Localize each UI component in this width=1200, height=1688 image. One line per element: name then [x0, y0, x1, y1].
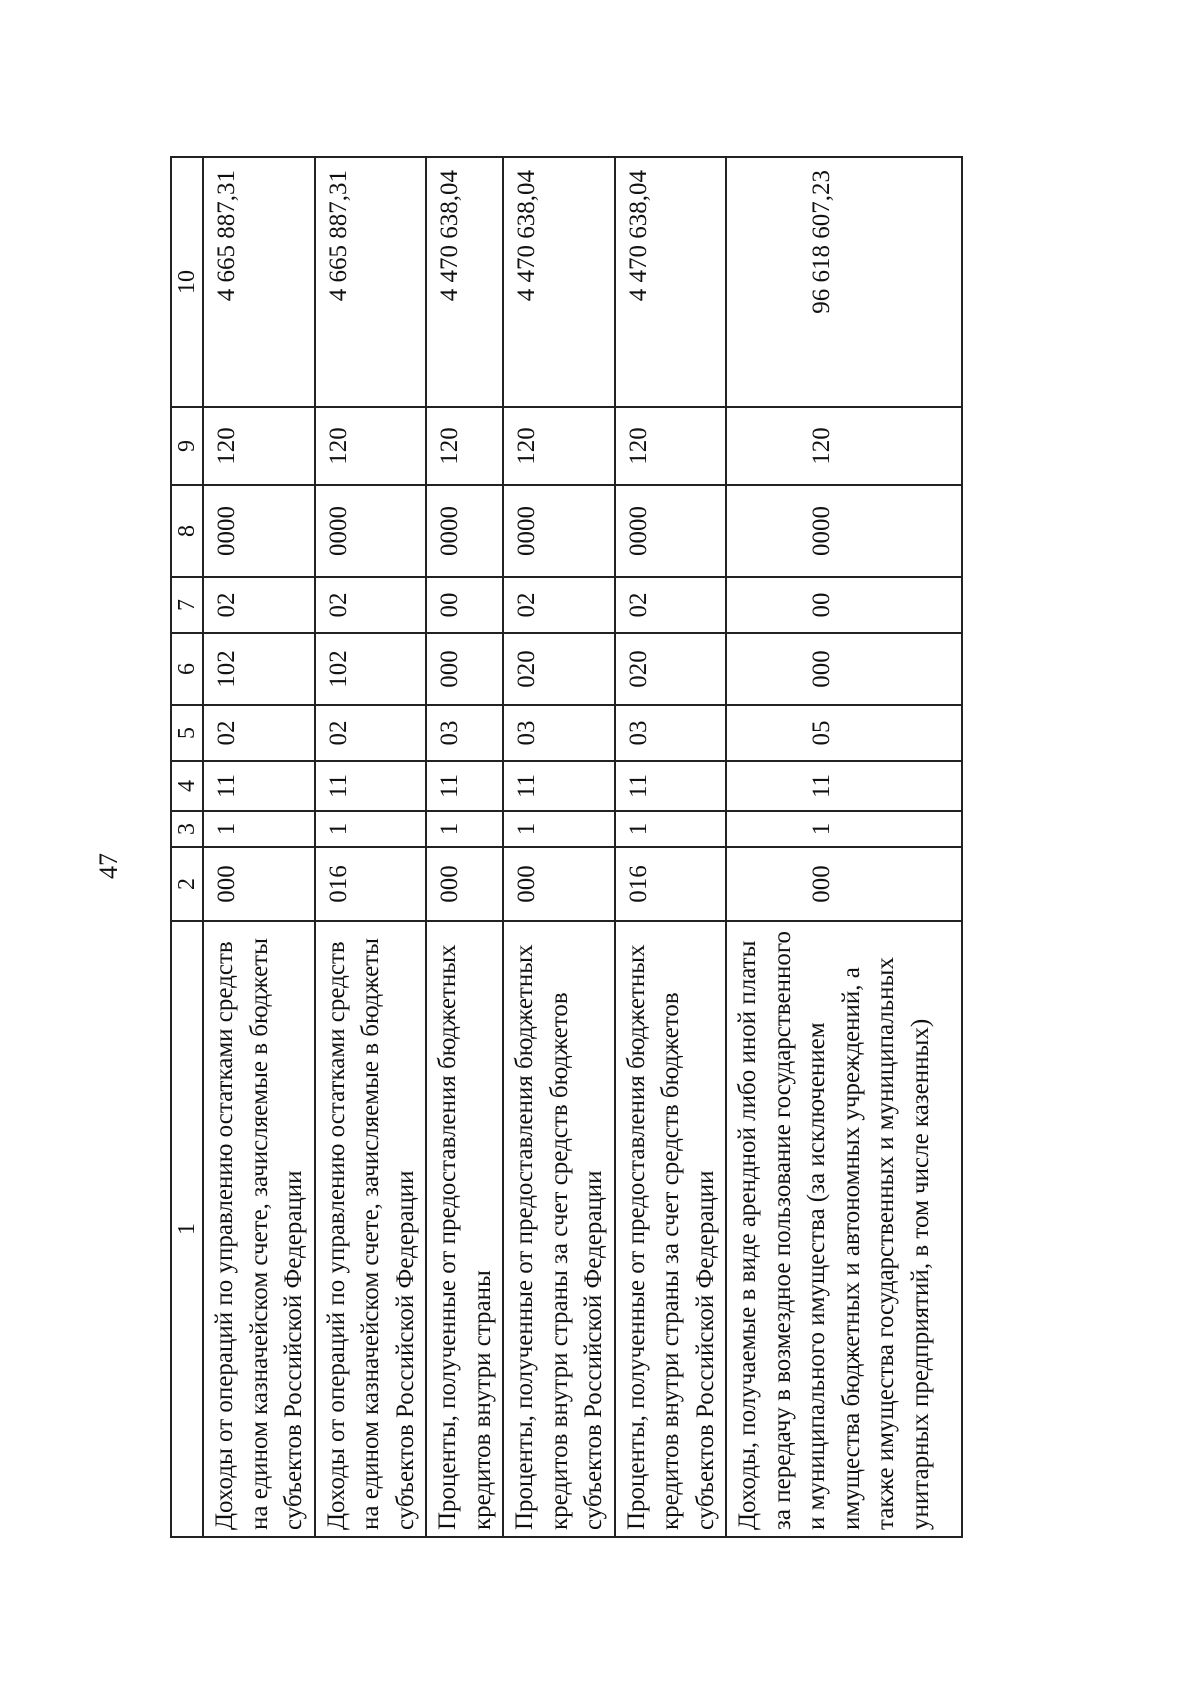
header-col-4: 4 [171, 761, 203, 811]
row-code-col-6: 102 [315, 633, 427, 705]
header-col-6: 6 [171, 633, 203, 705]
row-code-col-3: 1 [426, 811, 503, 847]
row-code-col-5: 03 [615, 705, 727, 761]
row-code-col-5: 03 [503, 705, 615, 761]
row-code-col-3: 1 [203, 811, 315, 847]
row-code-col-3: 1 [315, 811, 427, 847]
row-description: Доходы от операций по управлению остатками средств на едином казначейском счете, зачисляемые в бюджеты субъектов Российской Федерации [315, 921, 427, 1537]
row-code-col-2: 000 [426, 847, 503, 921]
row-code-col-7: 00 [426, 577, 503, 633]
row-code-col-7: 00 [726, 577, 962, 633]
row-description: Проценты, полученные от предоставления бюджетных кредитов внутри страны [426, 921, 503, 1537]
table-row [203, 157, 315, 1537]
row-amount: 96 618 607,23 [726, 157, 962, 407]
row-amount: 4 665 887,31 [315, 157, 427, 407]
row-code-col-6: 102 [203, 633, 315, 705]
row-code-col-8: 0000 [203, 485, 315, 577]
header-col-2: 2 [171, 847, 203, 921]
row-code-col-8: 0000 [615, 485, 727, 577]
row-code-col-7: 02 [615, 577, 727, 633]
revenue-table-container [170, 158, 942, 1538]
row-code-col-3: 1 [726, 811, 962, 847]
row-description: Проценты, полученные от предоставления бюджетных кредитов внутри страны за счет средств бюджетов субъектов Российской Федерации [503, 921, 615, 1537]
header-row [171, 157, 203, 1537]
row-code-col-9: 120 [315, 407, 427, 485]
header-col-1: 1 [171, 921, 203, 1537]
table-row [315, 157, 427, 1537]
row-code-col-4: 11 [315, 761, 427, 811]
row-description: Доходы, получаемые в виде арендной либо иной платы за передачу в возмездное пользование государственного и муниципального имущества (за исключением имущества бюджетных и автономных учреждений, а также имущества государственных и муниципальных унитарных предприятий, в том числе казенных) [726, 921, 962, 1537]
row-code-col-2: 000 [726, 847, 962, 921]
table-row [615, 157, 727, 1537]
row-code-col-8: 0000 [726, 485, 962, 577]
row-description: Проценты, полученные от предоставления бюджетных кредитов внутри страны за счет средств бюджетов субъектов Российской Федерации [615, 921, 727, 1537]
row-code-col-9: 120 [426, 407, 503, 485]
row-code-col-7: 02 [203, 577, 315, 633]
header-col-5: 5 [171, 705, 203, 761]
page-number: 47 [94, 853, 123, 879]
row-code-col-5: 02 [203, 705, 315, 761]
row-code-col-4: 11 [426, 761, 503, 811]
row-code-col-8: 0000 [503, 485, 615, 577]
row-code-col-9: 120 [203, 407, 315, 485]
row-code-col-6: 020 [503, 633, 615, 705]
row-code-col-9: 120 [615, 407, 727, 485]
row-code-col-7: 02 [503, 577, 615, 633]
row-code-col-3: 1 [503, 811, 615, 847]
header-col-7: 7 [171, 577, 203, 633]
row-code-col-3: 1 [615, 811, 727, 847]
row-code-col-9: 120 [503, 407, 615, 485]
row-code-col-2: 016 [615, 847, 727, 921]
row-code-col-6: 000 [426, 633, 503, 705]
header-col-8: 8 [171, 485, 203, 577]
row-amount: 4 470 638,04 [615, 157, 727, 407]
row-code-col-4: 11 [615, 761, 727, 811]
row-code-col-4: 11 [503, 761, 615, 811]
row-code-col-4: 11 [726, 761, 962, 811]
revenue-table [170, 156, 963, 1538]
row-code-col-7: 02 [315, 577, 427, 633]
row-amount: 4 665 887,31 [203, 157, 315, 407]
table-row [426, 157, 503, 1537]
row-code-col-4: 11 [203, 761, 315, 811]
row-amount: 4 470 638,04 [426, 157, 503, 407]
row-code-col-2: 000 [503, 847, 615, 921]
row-amount: 4 470 638,04 [503, 157, 615, 407]
row-code-col-5: 02 [315, 705, 427, 761]
header-col-3: 3 [171, 811, 203, 847]
row-code-col-2: 000 [203, 847, 315, 921]
header-col-9: 9 [171, 407, 203, 485]
row-code-col-9: 120 [726, 407, 962, 485]
row-code-col-5: 05 [726, 705, 962, 761]
row-description: Доходы от операций по управлению остатками средств на едином казначейском счете, зачисляемые в бюджеты субъектов Российской Федерации [203, 921, 315, 1537]
table-row [503, 157, 615, 1537]
row-code-col-8: 0000 [315, 485, 427, 577]
row-code-col-5: 03 [426, 705, 503, 761]
row-code-col-8: 0000 [426, 485, 503, 577]
table-row [726, 157, 962, 1537]
row-code-col-2: 016 [315, 847, 427, 921]
row-code-col-6: 000 [726, 633, 962, 705]
row-code-col-6: 020 [615, 633, 727, 705]
header-col-10: 10 [171, 157, 203, 407]
